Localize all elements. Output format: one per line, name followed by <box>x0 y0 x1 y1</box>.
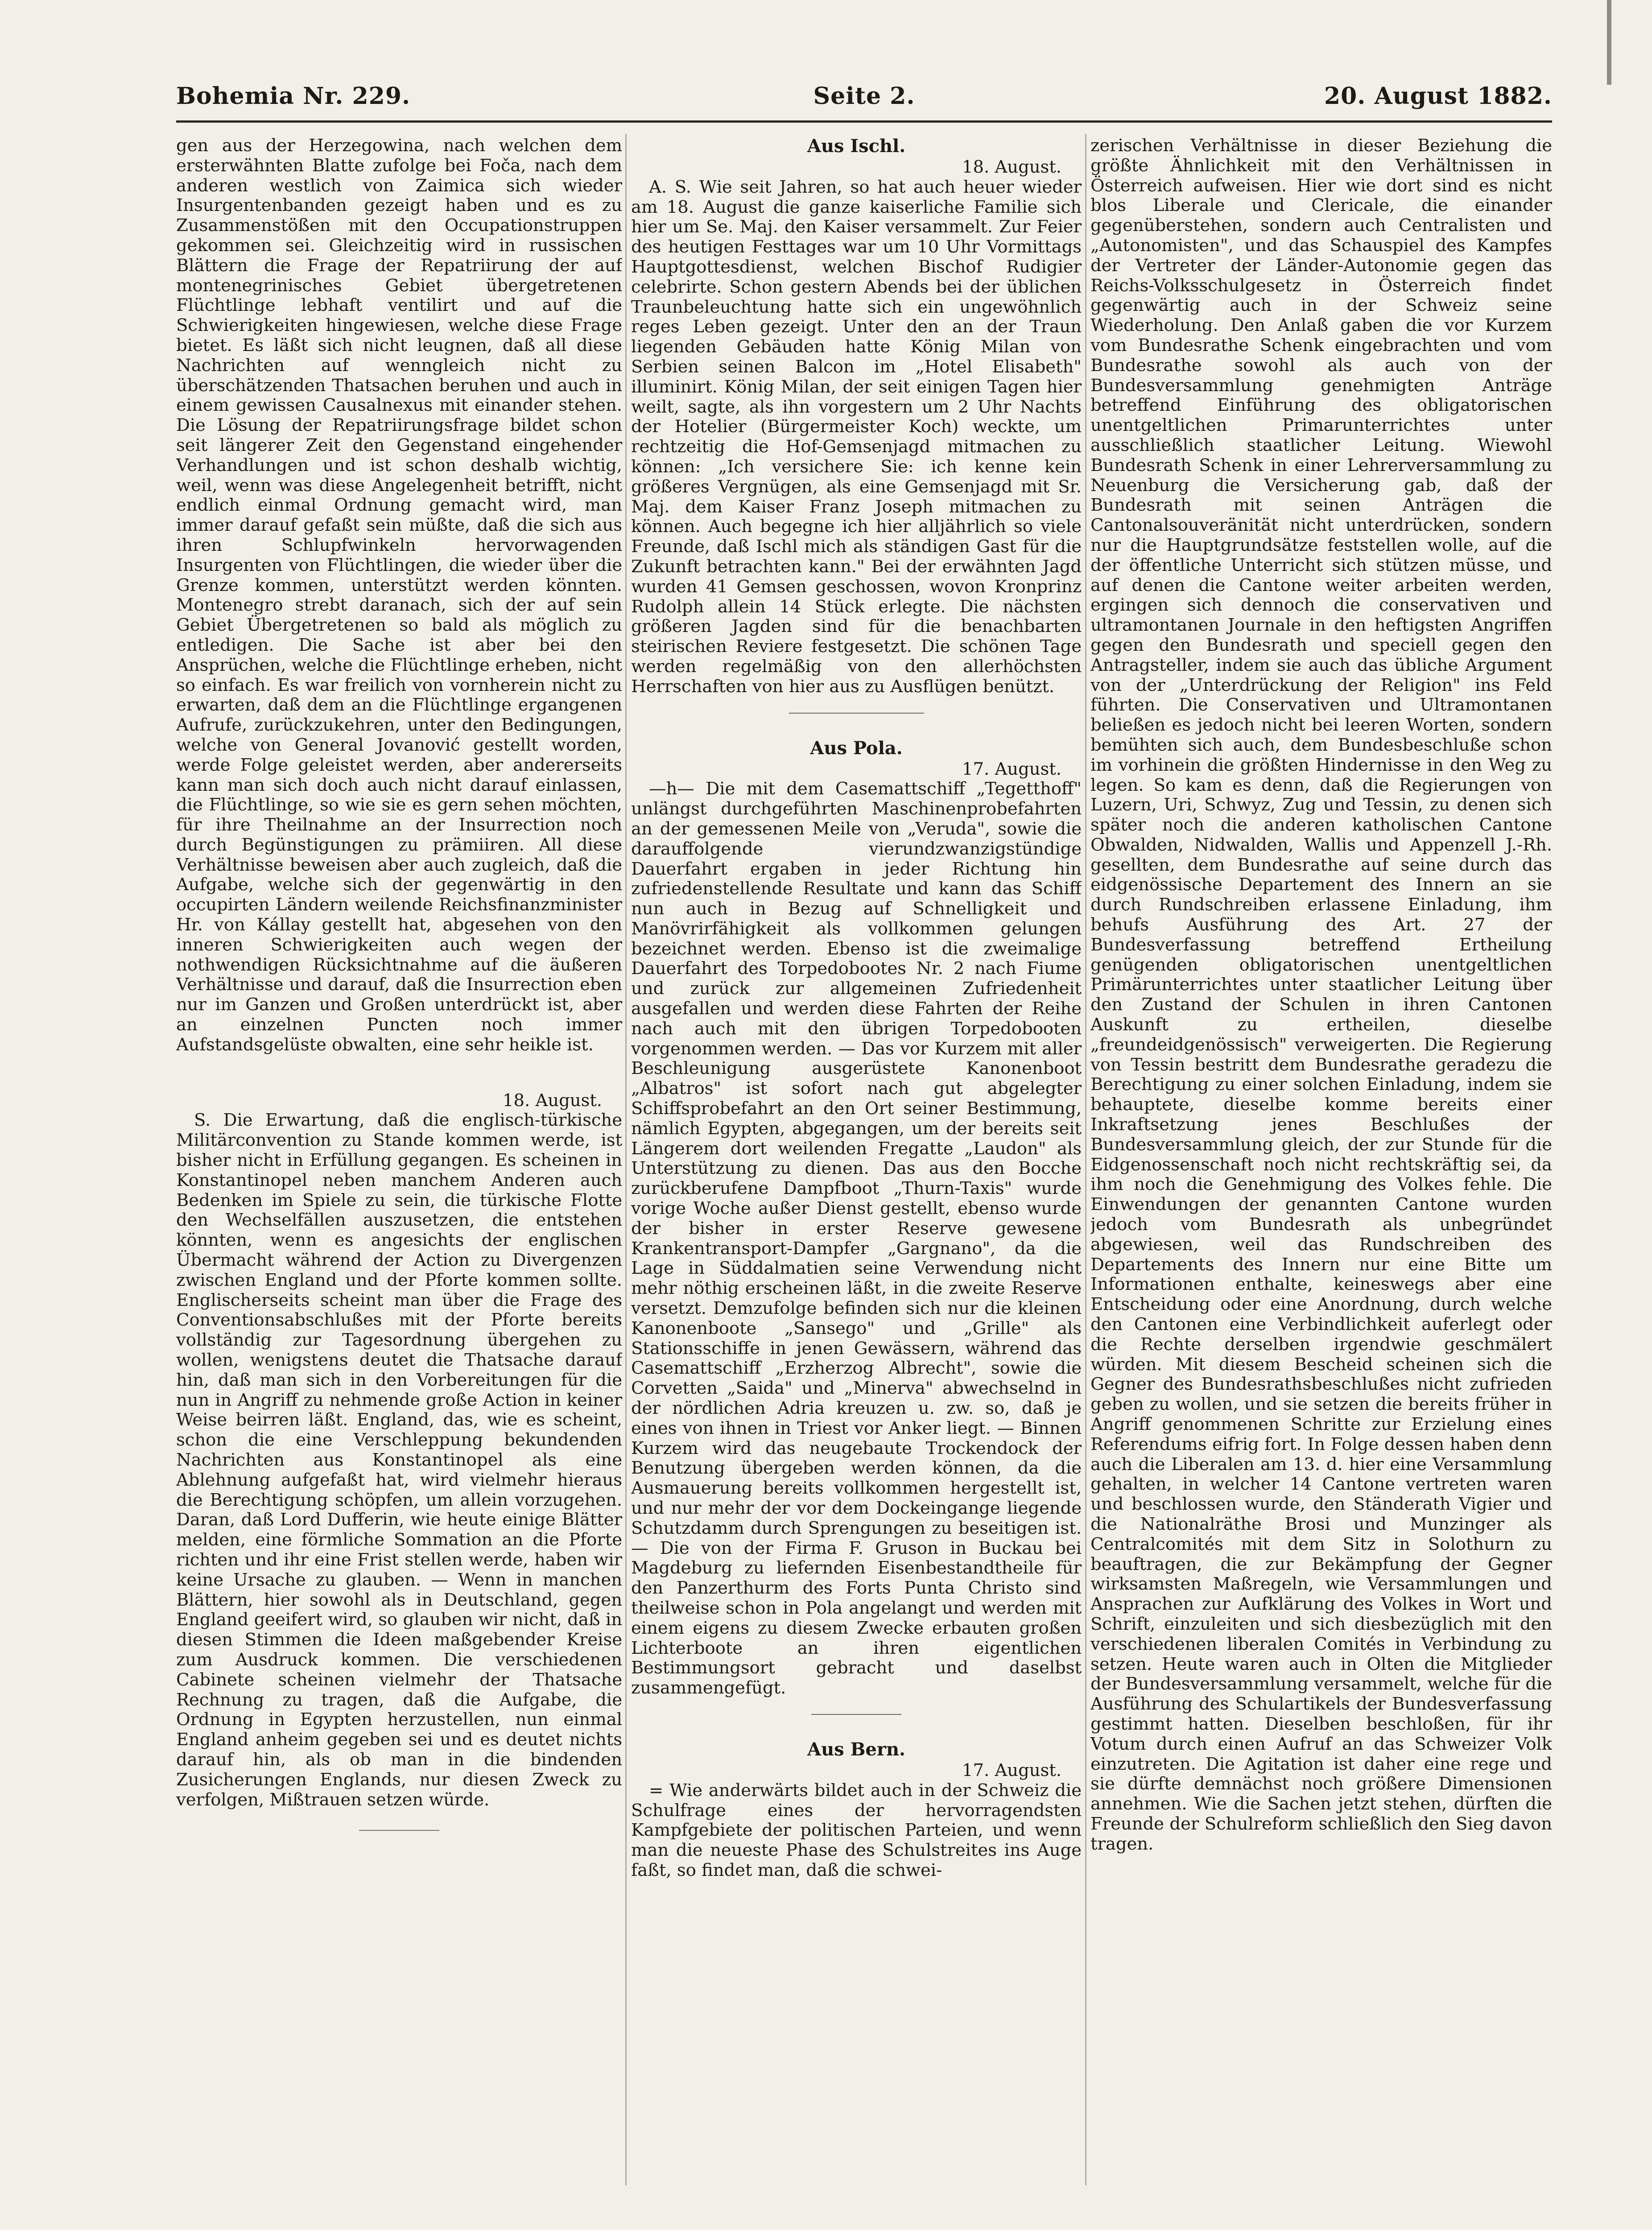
header-rule <box>176 120 1552 123</box>
page-header <box>176 83 1552 118</box>
masthead-issue: Bohemia Nr. 229. <box>176 83 411 110</box>
article-heading-bern: Aus Bern. <box>807 1739 905 1760</box>
column-divider <box>625 134 627 2185</box>
column-2 <box>631 136 1082 2230</box>
scan-margin-mark <box>1607 0 1611 85</box>
article-date: 17. August. <box>962 759 1061 779</box>
issue-date: 20. August 1882. <box>1324 83 1552 110</box>
column-divider <box>1085 134 1086 2185</box>
article-heading-ischl: Aus Ischl. <box>807 136 906 157</box>
article-heading-pola: Aus Pola. <box>810 737 903 759</box>
article-separator <box>631 1712 1082 1717</box>
page-number: Seite 2. <box>813 83 915 110</box>
article-continuation-text: gen aus der Herzegowina, nach welchen dem ersterwähnten Blatte zufolge bei Foča, nach dem anderen westlich von Zaimica sich wieder Insurgentenbanden gezeigt haben und es zu Zusammenstößen mit den Occupationstruppen gekommen sei. Gleichzeitig wird in russischen Blättern die Frage der Repatriirung der auf montenegrinisches Gebiet übergetretenen Flüchtlinge lebhaft ventilirt und auf die Schwierigkeiten hingewiesen, welche diese Frage bietet. Es läßt sich nicht leugnen, daß all diese Nachrichten auf wenngleich nicht zu überschätzenden Thatsachen beruhen und auch in einem gewissen Causalnexus mit einander stehen. Die Lösung der Repatriirungsfrage bildet schon seit längerer Zeit den Gegenstand eingehender Verhandlungen und ist schon deshalb wichtig, weil, wenn was diese Angelegenheit betrifft, nicht endlich einmal Ordnung gemacht wird, man immer darauf gefaßt sein müßte, daß die sich aus ihren Schlupfwinkeln hervorwagenden Insurgenten von Flüchtlingen, die wieder über die Grenze kommen, unterstützt werden könnten. Montenegro strebt daranach, sich der auf sein Gebiet Übergetretenen so bald als möglich zu entledigen. Die Sache ist aber bei den Ansprüchen, welche die Flüchtlinge erheben, nicht so einfach. Es war freilich von vornherein nicht zu erwarten, daß dem an die Flüchtlinge ergangenen Aufrufe, zurückzukehren, unter den Bedingungen, welche von General Jovanović gestellt worden, werde Folge geleistet werden, aber andererseits kann man sich doch auch nicht darauf einlassen, die Flüchtlinge, so wie sie es gern sehen möchten, für ihre Theilnahme an der Insurrection noch durch Begünstigungen zu prämiiren. All diese Verhältnisse beweisen aber auch zugleich, daß die Aufgabe, welche sich der gegenwärtig in den occupirten Ländern weilende Reichsfinanzminister Hr. von Kállay gestellt hat, abgesehen von den inneren Schwierigkeiten auch wegen der nothwendigen Rücksichtnahme auf die äußeren Verhältnisse und darauf, daß die Insurrection eben nur im Ganzen und Großen unterdrückt ist, aber an einzelnen Puncten noch immer Aufstandsgelüste obwalten, eine sehr heikle ist. <box>176 136 622 1055</box>
article-date: 18. August. <box>962 157 1061 177</box>
article-end-rule <box>359 1830 439 1831</box>
article-date: 18. August. <box>503 1090 602 1111</box>
article-text-ischl: A. S. Wie seit Jahren, so hat auch heuer wieder am 18. August die ganze kaiserliche Familie sich hier um Se. Maj. den Kaiser versammelt. Zur Feier des heutigen Festtages war um 10 Uhr Vormittags Hauptgottesdienst, welchen Bischof Rudigier celebrirte. Schon gestern Abends bei der üblichen Traunbeleuchtung hatte sich ein ungewöhnlich reges Leben gezeigt. Unter den an der Traun liegenden Gebäuden hatte König Milan von Serbien seinen Balcon im „Hotel Elisabeth" illuminirt. König Milan, der seit einigen Tagen hier weilt, sagte, als ihn vorgestern um 2 Uhr Nachts der Hotelier (Bürgermeister Koch) weckte, um rechtzeitig die Hof-Gemsenjagd mitmachen zu können: „Ich versichere Sie: ich kenne kein größeres Vergnügen, als eine Gemsenjagd mit Sr. Maj. dem Kaiser Franz Joseph mitmachen zu können. Auch begegne ich hier alljährlich so viele Freunde, daß Ischl mich als ständigen Gast für die Zukunft betrachten kann." Bei der erwähnten Jagd wurden 41 Gemsen geschossen, wovon Kronprinz Rudolph allein 14 Stück erlegte. Die nächsten größeren Jagden sind für die benachbarten steirischen Reviere festgesetzt. Die schönen Tage werden regelmäßig von den allerhöchsten Herrschaften von hier aus zu Ausflügen benützt. <box>631 177 1082 697</box>
article-separator <box>631 710 1082 716</box>
article-text-bern-continued: zerischen Verhältnisse in dieser Beziehung die größte Ähnlichkeit mit den Verhältnissen in Österreich aufweisen. Hier wie dort sind es nicht blos Liberale und Clericale, die einander gegenüberstehen, sondern auch Centralisten und „Autonomisten", und das Schauspiel des Kampfes der Vertreter der Länder-Autonomie gegen das Reichs-Volksschulgesetz in Österreich findet gegenwärtig auch in der Schweiz seine Wiederholung. Den Anlaß gaben die vor Kurzem vom Bundesrathe Schenk eingebrachten und vom Bundesrathe sowohl als auch von der Bundesversammlung genehmigten Anträge betreffend Einführung des obligatorischen unentgeltlichen Primarunterrichtes unter ausschließlich staatlicher Leitung. Wiewohl Bundesrath Schenk in einer Lehrerversammlung zu Neuenburg die Versicherung gab, daß der Bundesrath mit seinen Anträgen die Cantonalsouveränität nicht unterdrücken, sondern nur die Hauptgrundsätze feststellen wolle, auf die der öffentliche Unterricht sich stützen müsse, und auf denen die Cantone weiter arbeiten werden, ergingen sich dennoch die conservativen und ultramontanen Journale in den heftigsten Angriffen gegen den Bundesrath und speciell gegen den Antragsteller, indem sie auch das übliche Argument von der „Unterdrückung der Religion" ins Feld führten. Die Conservativen und Ultramontanen beließen es jedoch nicht bei leeren Worten, sondern bemühten sich auch, dem Bundesbeschluße schon im vorhinein die größten Hindernisse in den Weg zu legen. So kam es denn, daß die Regierungen von Luzern, Uri, Schwyz, Zug und Tessin, zu denen sich später noch die anderen katholischen Cantone Obwalden, Nidwalden, Wallis und Appenzell J.-Rh. gesellten, dem Bundesrathe auf seine durch das eidgenössische Departement des Innern an sie durch Rundschreiben erlassene Einladung, ihm behufs Ausführung des Art. 27 der Bundesverfassung betreffend Ertheilung genügenden obligatorischen unentgeltlichen Primärunterrichtes unter staatlicher Leitung über den Zustand der Schulen in ihren Cantonen Auskunft zu ertheilen, dieselbe „freundeidgenössisch" verweigerten. Die Regierung von Tessin bestritt dem Bundesrathe geradezu die Berechtigung zu einer solchen Einladung, indem sie behauptete, dieselbe komme bereits einer Inkraftsetzung jenes Beschlußes der Bundesversammlung gleich, der zur Stunde für die Eidgenossenschaft noch nicht rechtskräftig sei, da ihm noch die Genehmigung des Volkes fehle. Die Einwendungen der genannten Cantone wurden jedoch vom Bundesrath als unbegründet abgewiesen, weil das Rundschreiben des Departements des Innern nur eine Bitte um Informationen enthalte, keineswegs aber eine Entscheidung oder eine Anordnung, durch welche den Cantonen eine Verbindlichkeit auferlegt oder die Rechte derselben irgendwie geschmälert würden. Mit diesem Bescheid scheinen sich die Gegner des Bundesrathsbeschlußes nicht zufrieden geben zu wollen, und sie setzen die bereits früher in Angriff genommenen Schritte zur Erzielung eines Referendums eifrig fort. In Folge dessen haben denn auch die Liberalen am 13. d. hier eine Versammlung gehalten, in welcher 14 Cantone vertreten waren und beschlossen wurde, den Ständerath Vigier und die Nationalräthe Brosi und Munzinger als Centralcomités mit dem Sitz in Solothurn zu beauftragen, die zur Bekämpfung der Gegner wirksamsten Maßregeln, wie Versammlungen und Ansprachen zur Aufklärung des Volkes in Wort und Schrift, einzuleiten und sich diesbezüglich mit den verschiedenen liberalen Comités in Verbindung zu setzen. Heute waren auch in Olten die Mitglieder der Bundesversammlung versammelt, welche für die Ausführung des Schulartikels der Bundesverfassung gestimmt hatten. Dieselben beschloßen, für ihr Votum durch einen Aufruf an das Schweizer Volk einzutreten. Die Agitation ist daher eine rege und sie dürfte demnächst noch größere Dimensionen annehmen. Wie die Sachen jetzt stehen, dürften die Freunde der Schulreform schließlich den Sieg davon tragen. <box>1090 136 1552 1854</box>
article-text-bern: = Wie anderwärts bildet auch in der Schweiz die Schulfrage eines der hervorragendsten Kampfgebiete der politischen Parteien, und wenn man die neueste Phase des Schulstreites ins Auge faßt, so findet man, daß die schwei- <box>631 1780 1082 1880</box>
article-text-pola: —h— Die mit dem Casemattschiff „Tegetthoff" unlängst durchgeführten Maschinenprobefahrten an der gemessenen Meile von „Veruda", sowie die darauffolgende vierundzwanzigstündige Dauerfahrt ergaben in jeder Richtung hin zufriedenstellende Resultate und kann das Schiff nun auch in Bezug auf Schnelligkeit und Manövrirfähigkeit als vollkommen gelungen bezeichnet werden. Ebenso ist die zweimalige Dauerfahrt des Torpedobootes Nr. 2 nach Fiume und zurück zur allgemeinen Zufriedenheit ausgefallen und werden diese Fahrten der Reihe nach auch mit den übrigen Torpedobooten vorgenommen werden. — Das vor Kurzem mit aller Beschleunigung ausgerüstete Kanonenboot „Albatros" ist sofort nach gut abgelegter Schiffsprobefahrt an den Ort seiner Bestimmung, nämlich Egypten, abgegangen, um der bereits seit Längerem dort weilenden Fregatte „Laudon" als Unterstützung zu dienen. Das aus den Bocche zurückberufene Dampfboot „Thurn-Taxis" wurde vorige Woche außer Dienst gestellt, ebenso wurde der bisher in erster Reserve gewesene Krankentransport-Dampfer „Gargnano", da die Lage in Süddalmatien seine Verwendung nicht mehr nöthig erscheinen läßt, in die zweite Reserve versetzt. Demzufolge befinden sich nur die kleinen Kanonenboote „Sansego" und „Grille" als Stationsschiffe in jenen Gewässern, während das Casemattschiff „Erzherzog Albrecht", sowie die Corvetten „Saida" und „Minerva" abwechselnd in der nördlichen Adria kreuzen u. zw. so, daß je eines von ihnen in Triest vor Anker liegt. — Binnen Kurzem wird das neugebaute Trockendock der Benutzung übergeben werden können, da die Ausmauerung bereits vollkommen hergestellt ist, und nur mehr der vor dem Dockeingange liegende Schutzdamm durch Sprengungen zu beseitigen ist. — Die von der Firma F. Gruson in Buckau bei Magdeburg zu liefernden Eisenbestandtheile für den Panzerthurm des Forts Punta Christo sind theilweise schon in Pola angelangt und werden mit einem eigens zu diesem Zwecke erbauten großen Lichterboote an ihren eigentlichen Bestimmungsort gebracht und daselbst zusammengefügt. <box>631 779 1082 1698</box>
column-3 <box>1090 136 1552 2230</box>
spacer <box>176 1055 622 1091</box>
article-text: S. Die Erwartung, daß die englisch-türkische Militärconvention zu Stande kommen werde, ist bisher nicht in Erfüllung gegangen. Es scheinen in Konstantinopel neben manchem Anderen auch Bedenken im Spiele zu sein, die türkische Flotte den Wechselfällen auszusetzen, die entstehen könnten, wenn es angesichts der englischen Übermacht während der Action zu Divergenzen zwischen England und der Pforte kommen sollte. Englischerseits scheint man über die Frage des Conventionsabschlußes mit der Pforte bereits vollständig zur Tagesordnung übergehen zu wollen, wenigstens deutet die Thatsache darauf hin, daß man sich in den Vorbereitungen für die nun in Angriff zu nehmende große Action in keiner Weise beirren läßt. England, das, wie es scheint, schon die eine Verschleppung bekundenden Nachrichten aus Konstantinopel als eine Ablehnung aufgefaßt hat, wird vielmehr hieraus die Berechtigung schöpfen, um allein vorzugehen. Daran, daß Lord Dufferin, wie heute einige Blätter melden, eine förmliche Sommation an die Pforte richten und ihr eine Frist stellen werde, haben wir keine Ursache zu glauben. — Wenn in manchen Blättern, hier sowohl als in Deutschland, gegen England geeifert wird, so glauben wir nicht, daß in diesen Stimmen die Ideen maßgebender Kreise zum Ausdruck kommen. Die verschiedenen Cabinete scheinen vielmehr der Thatsache Rechnung zu tragen, daß die Aufgabe, die Ordnung in Egypten herzustellen, nun einmal England anheim gegeben sei und es deutet nichts darauf hin, als ob man in die bindenden Zusicherungen Englands, nur diesen Zweck zu verfolgen, Mißtrauen setzen würde. <box>176 1110 622 1810</box>
column-1 <box>176 136 622 2230</box>
article-date: 17. August. <box>962 1760 1061 1780</box>
